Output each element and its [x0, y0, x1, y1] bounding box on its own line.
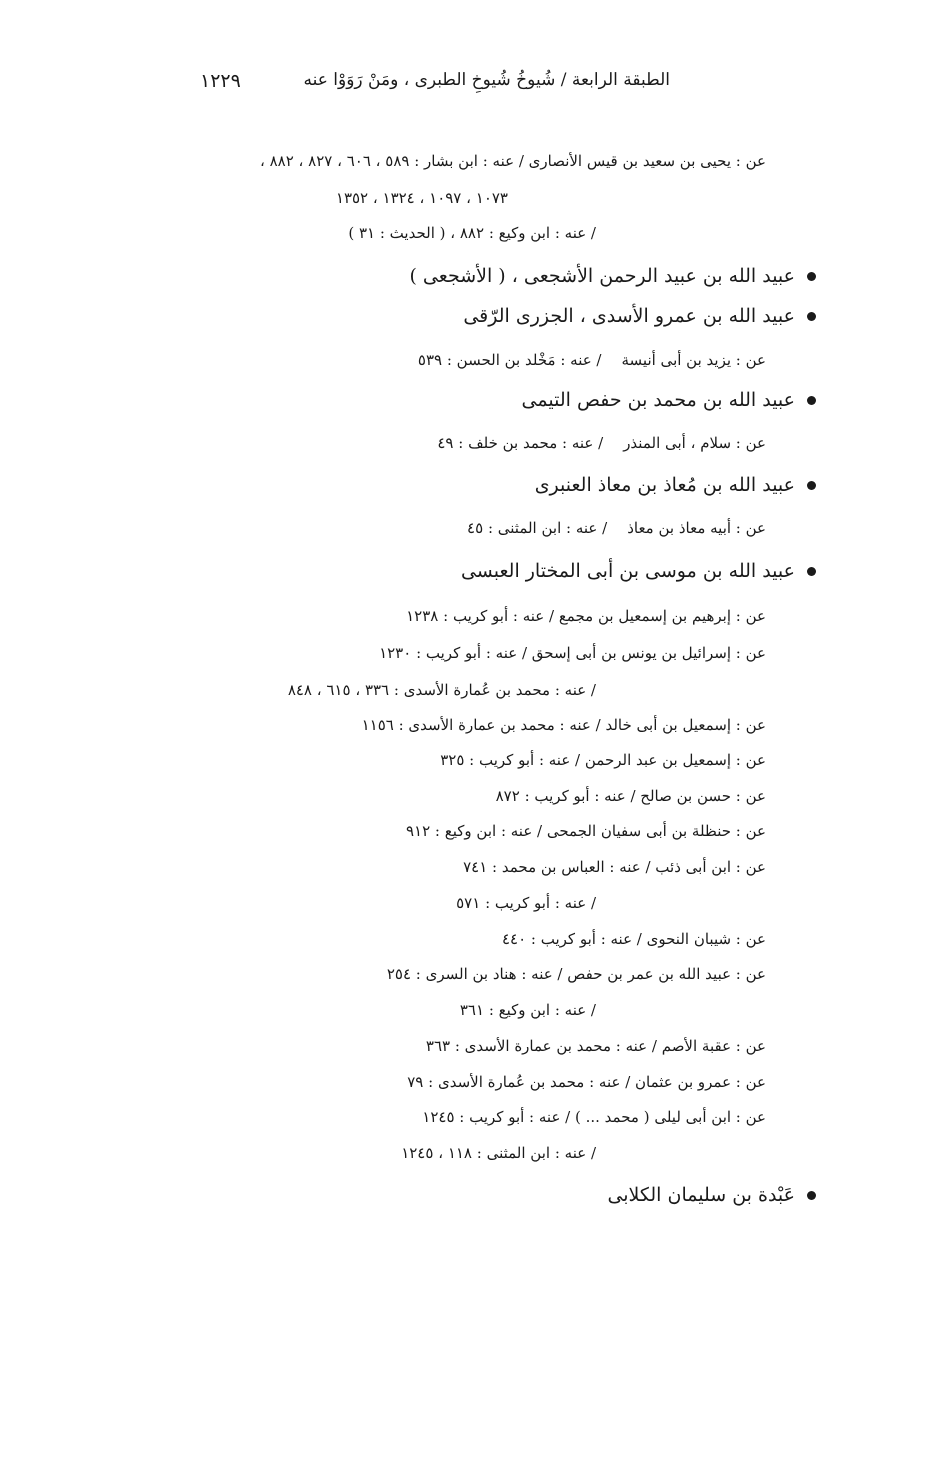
- entry-heading: [535, 471, 816, 499]
- narrated-by: / عنه : ابن المثنى : ٤٥: [467, 519, 608, 537]
- narration-line: عن : شيبان النحوى / عنه : أبو كريب : ٤٤٠: [501, 930, 766, 948]
- narration-line: / عنه : ابن المثنى : ١١٨ ، ١٢٤٥: [401, 1144, 596, 1162]
- entry-heading: [409, 262, 816, 290]
- narrated-from: عن : يزيد بن أبى أنيسة: [621, 351, 766, 369]
- entry-heading: [607, 1181, 816, 1209]
- narration-line: / عنه : ابن وكيع : ٣٦١: [459, 1001, 596, 1019]
- narration-line: عن : ابن أبى ليلى ( محمد ... ) / عنه : أبو كريب : ١٢٤٥: [422, 1108, 766, 1126]
- bullet-icon: [807, 396, 816, 405]
- narration-line: / عنه : أبو كريب : ٥٧١: [456, 894, 596, 912]
- narration-line: عن : عبيد الله بن عمر بن حفص / عنه : هناد بن السرى : ٢٥٤: [386, 965, 766, 983]
- narration-line: عن : إبرهيم بن إسمعيل بن مجمع / عنه : أبو كريب : ١٢٣٨: [406, 607, 766, 625]
- entry-heading: [461, 557, 816, 585]
- narrated-by: / عنه : مَخْلد بن الحسن : ٥٣٩: [417, 351, 602, 369]
- narration-line: عن : ابن أبى ذئب / عنه : العباس بن محمد : ٧٤١: [463, 858, 766, 876]
- narration-line: عن : حسن بن صالح / عنه : أبو كريب : ٨٧٢: [495, 787, 766, 805]
- narration-line: [418, 349, 766, 371]
- narration-line: [467, 517, 766, 539]
- intro-line-3: / عنه : ابن وكيع : ٨٨٢ ، ( الحديث : ٣١ ): [348, 224, 596, 242]
- narration-line: عن : عقبة الأصم / عنه : محمد بن عمارة الأسدى : ٣٦٣: [425, 1037, 766, 1055]
- bullet-icon: [807, 1191, 816, 1200]
- intro-line-2: ١٠٧٣ ، ١٠٩٧ ، ١٣٢٤ ، ١٣٥٢: [335, 189, 508, 207]
- intro-line-1: عن : يحيى بن سعيد بن قيس الأنصارى / عنه : ابن بشار : ٥٨٩ ، ٦٠٦ ، ٨٢٧ ، ٨٨٢ ،: [259, 152, 766, 170]
- running-header: [190, 70, 670, 100]
- narration-line: / عنه : محمد بن عُمارة الأسدى : ٣٣٦ ، ٦١٥ ، ٨٤٨: [287, 681, 596, 699]
- header-title: الطبقة الرابعة / شُيوخُ شُيوخِ الطبرى ، ومَنْ رَوَوْا عنه: [303, 70, 670, 90]
- entry-name: عبيد الله بن عبيد الرحمن الأشجعى ، ( الأشجعى ): [409, 265, 795, 287]
- narration-line: عن : عمرو بن عثمان / عنه : محمد بن عُمارة الأسدى : ٧٩: [407, 1073, 766, 1091]
- narrated-from: عن : أبيه معاذ بن معاذ: [627, 519, 766, 537]
- entry-name: عبيد الله بن موسى بن أبى المختار العبسى: [460, 560, 795, 582]
- narration-line: [437, 432, 766, 454]
- entry-heading: [463, 302, 816, 330]
- page-number: ١٢٢٩: [200, 70, 241, 92]
- bullet-icon: [807, 567, 816, 576]
- narration-line: عن : إسمعيل بن عبد الرحمن / عنه : أبو كريب : ٣٢٥: [440, 751, 766, 769]
- bullet-icon: [807, 312, 816, 321]
- entry-name: عَبْدة بن سليمان الكلابى: [607, 1184, 795, 1206]
- bullet-icon: [807, 481, 816, 490]
- entry-heading: [522, 386, 816, 414]
- entry-name: عبيد الله بن عمرو الأسدى ، الجزرى الرّقى: [463, 305, 795, 327]
- narration-line: عن : إسمعيل بن أبى خالد / عنه : محمد بن عمارة الأسدى : ١١٥٦: [361, 716, 766, 734]
- bullet-icon: [807, 272, 816, 281]
- narrated-by: / عنه : محمد بن خلف : ٤٩: [437, 434, 604, 452]
- narrated-from: عن : سلام ، أبى المنذر: [623, 434, 766, 452]
- narration-line: عن : حنظلة بن أبى سفيان الجمحى / عنه : ابن وكيع : ٩١٢: [405, 822, 766, 840]
- narration-line: عن : إسرائيل بن يونس بن أبى إسحق / عنه : أبو كريب : ١٢٣٠: [379, 644, 766, 662]
- entry-name: عبيد الله بن محمد بن حفص التيمى: [521, 389, 795, 411]
- entry-name: عبيد الله بن مُعاذ بن معاذ العنبرى: [534, 474, 795, 496]
